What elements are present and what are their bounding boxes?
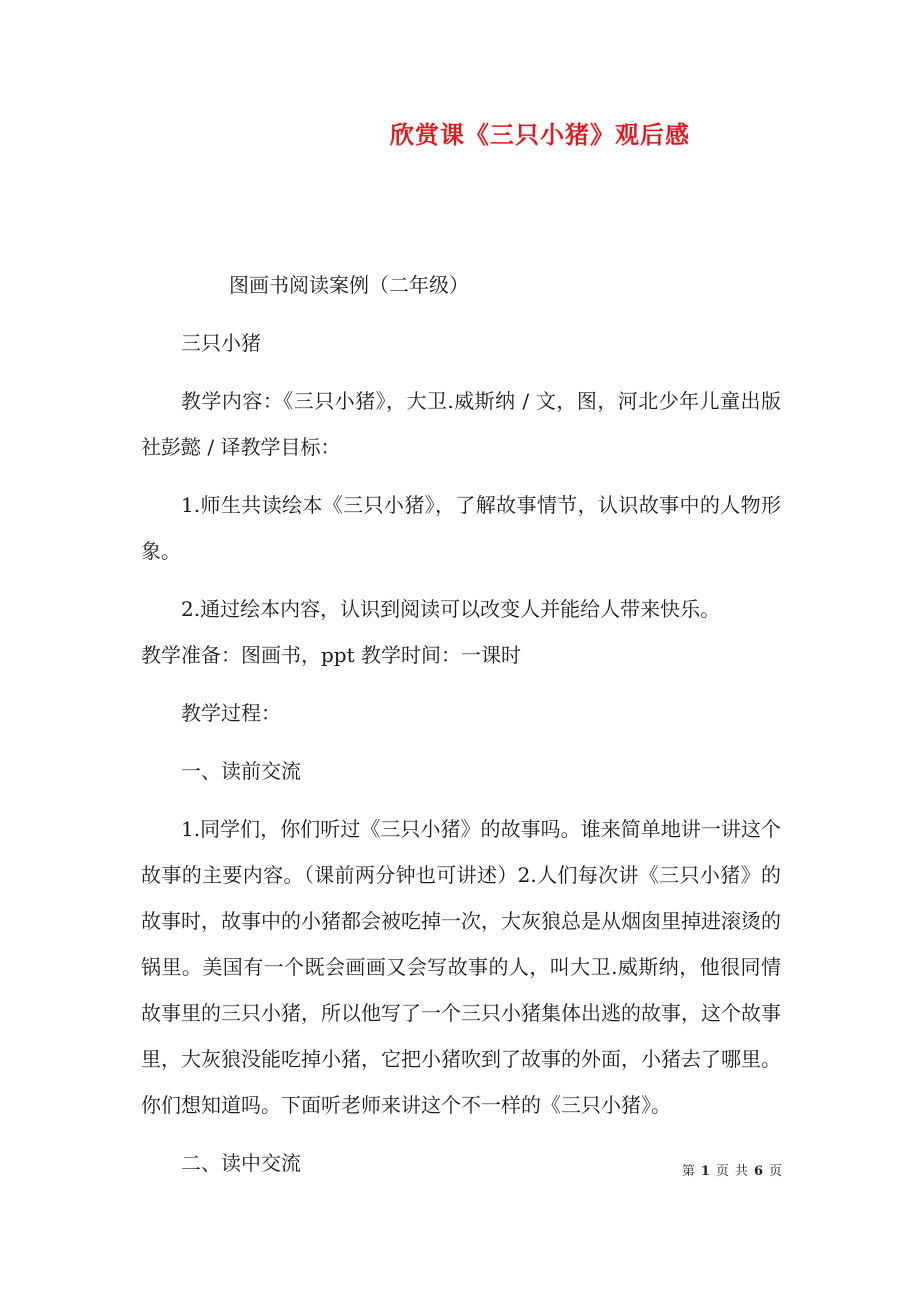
footer-label-mid1: 页 (715, 1164, 729, 1179)
footer-page-current: 1 (700, 1164, 710, 1179)
paragraph-teaching-content: 教学内容：《三只小猪》，大卫.威斯纳 / 文，图，河北少年儿童出版社彭懿 / 译教学目标： (141, 389, 781, 459)
footer-page-total: 6 (753, 1164, 763, 1179)
paragraph-preparation: 教学准备：图画书，ppt 教学时间：一课时 (141, 643, 521, 667)
footer-label-mid2: 共 (734, 1164, 748, 1179)
document-title: 欣赏课《三只小猪》观后感 (390, 121, 690, 149)
paragraph-subtitle: 图画书阅读案例（二年级） (229, 273, 469, 297)
page-footer (0, 1163, 782, 1181)
paragraph-section-1-body: 1.同学们，你们听过《三只小猪》的故事吗。谁来简单地讲一讲这个故事的主要内容。（课前两分钟也可讲述）2.人们每次讲《三只小猪》的故事时，故事中的小猪都会被吃掉一次，大灰狼总是从烟囱里掉进滚烫的锅里。美国有一个既会画画又会写故事的人，叫大卫.威斯纳，他很同情故事里的三只小猪，所以他写了一个三只小猪集体出逃的故事，这个故事里，大灰狼没能吃掉小猪，它把小猪吹到了故事的外面，小猪去了哪里。你们想知道吗。下面听老师来讲这个不一样的《三只小猪》。 (141, 817, 781, 1117)
paragraph-section-2-heading: 二、读中交流 (181, 1151, 301, 1175)
paragraph-goal-2: 2.通过绘本内容，认识到阅读可以改变人并能给人带来快乐。 (181, 597, 721, 621)
paragraph-story-name: 三只小猪 (181, 331, 261, 355)
document-body (141, 262, 781, 1186)
footer-label-post: 页 (768, 1164, 782, 1179)
paragraph-section-1-heading: 一、读前交流 (181, 759, 301, 783)
paragraph-process-heading: 教学过程： (181, 701, 281, 725)
paragraph-goal-1: 1.师生共读绘本《三只小猪》，了解故事情节，认识故事中的人物形象。 (141, 493, 781, 563)
footer-label-pre: 第 (681, 1164, 695, 1179)
